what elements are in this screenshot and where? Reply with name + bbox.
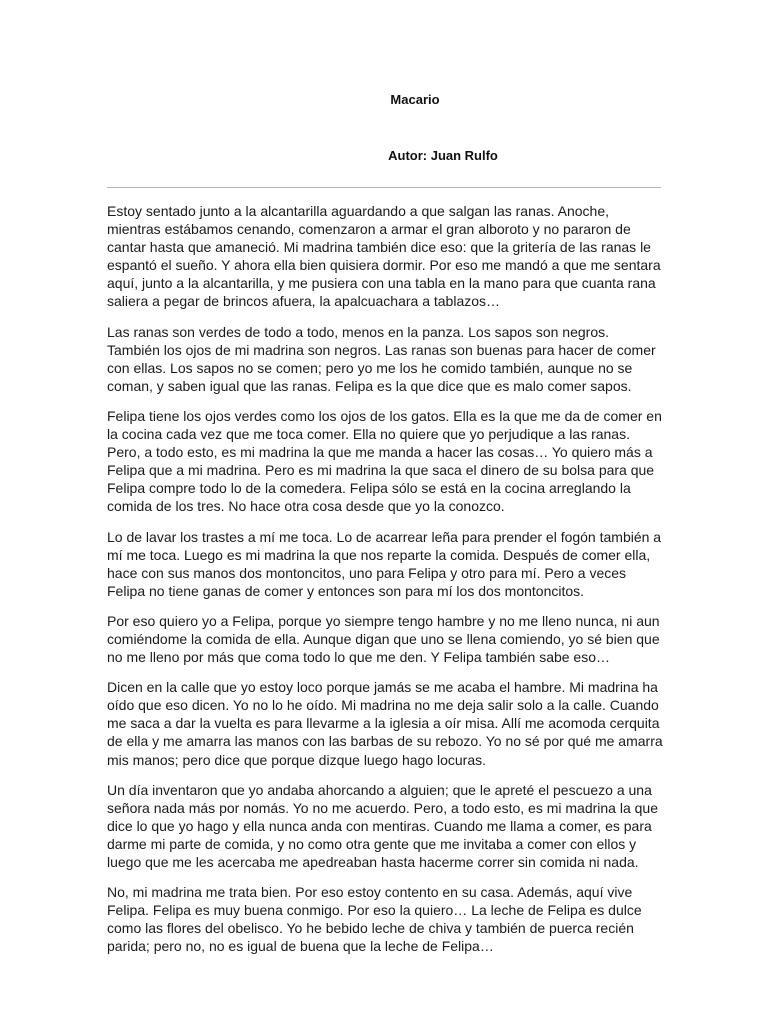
paragraph-2: Las ranas son verdes de todo a todo, menos en la panza. Los sapos son negros. También los ojos de mi madrina son negros. Las ranas son buenas para hacer de comer con ellas. Los sapos no se comen; pero yo me los he comido también, aunque no se coman, y saben igual que las ranas. Felipa es la que dice que es malo comer sapos. bbox=[107, 323, 656, 394]
document-body bbox=[107, 202, 663, 967]
paragraph-6: Dicen en la calle que yo estoy loco porque jamás se me acaba el hambre. Mi madrina ha oído que eso dicen. Yo no lo he oído. Mi madrina no me deja salir solo a la calle. Cuando me saca a dar la vuelta es para llevarme a la iglesia a oír misa. Allí me acomoda cerquita de ella y me amarra las manos con las barbas de su rebozo. Yo no sé por qué me amarra mis manos; pero dice que porque dizque luego hago locuras. bbox=[107, 679, 663, 768]
paragraph-8: No, mi madrina me trata bien. Por eso estoy contento en su casa. Además, aquí vive Felipa. Felipa es muy buena conmigo. Por eso la quiero… La leche de Felipa es dulce como las flores del obelisco. Yo he bebido leche de chiva y también de puerca recién parida; pero no, no es igual de buena que la leche de Felipa… bbox=[107, 884, 642, 955]
paragraph-3: Felipa tiene los ojos verdes como los ojos de los gatos. Ella es la que me da de comer en la cocina cada vez que me toca comer. Ella no quiere que yo perjudique a las ranas. Pero, a todo esto, es mi madrina la que me manda a hacer las cosas… Yo quiero más a Felipa que a mi madrina. Pero es mi madrina la que saca el dinero de su bolsa para que Felipa compre todo lo de la comedera. Felipa sólo se está en la cocina arreglando la comida de los tres. No hace otra cosa desde que yo la conozco. bbox=[107, 407, 662, 515]
paragraph-1: Estoy sentado junto a la alcantarilla aguardando a que salgan las ranas. Anoche, mientras estábamos cenando, comenzaron a armar el gran alboroto y no pararon de cantar hasta que amaneció. Mi madrina también dice eso: que la gritería de las ranas le espantó el sueño. Y ahora ella bien quisiera dormir. Por eso me mandó a que me sentara aquí, junto a la alcantarilla, y me pusiera con una tabla en la mano para que cuanta rana saliera a pegar de brincos afuera, la apalcuachara a tablazos… bbox=[107, 203, 661, 310]
paragraph-5: Por eso quiero yo a Felipa, porque yo siempre tengo hambre y no me lleno nunca, ni aun comiéndome la comida de ella. Aunque digan que uno se llena comiendo, yo sé bien que no me lleno por más que coma todo lo que me den. Y Felipa también sabe eso… bbox=[107, 612, 660, 666]
paragraph-4: Lo de lavar los trastes a mí me toca. Lo de acarrear leña para prender el fogón también a mí me toca. Luego es mi madrina la que nos reparte la comida. Después de comer ella, hace con sus manos dos montoncitos, uno para Felipa y otro para mí. Pero a veces Felipa no tiene ganas de comer y entonces son para mí los dos montoncitos. bbox=[107, 528, 662, 599]
document-title: Macario bbox=[390, 92, 440, 107]
horizontal-divider bbox=[107, 187, 661, 188]
document-author: Autor: Juan Rulfo bbox=[388, 148, 498, 163]
paragraph-7: Un día inventaron que yo andaba ahorcando a alguien; que le apreté el pescuezo a una señora nada más por nomás. Yo no me acuerdo. Pero, a todo esto, es mi madrina la que dice lo que yo hago y ella nunca anda con mentiras. Cuando me llama a comer, es para darme mi parte de comida, y no como otra gente que me invitaba a comer con ellos y luego que me les acercaba me apedreaban hasta hacerme correr sin comida ni nada. bbox=[107, 781, 658, 870]
